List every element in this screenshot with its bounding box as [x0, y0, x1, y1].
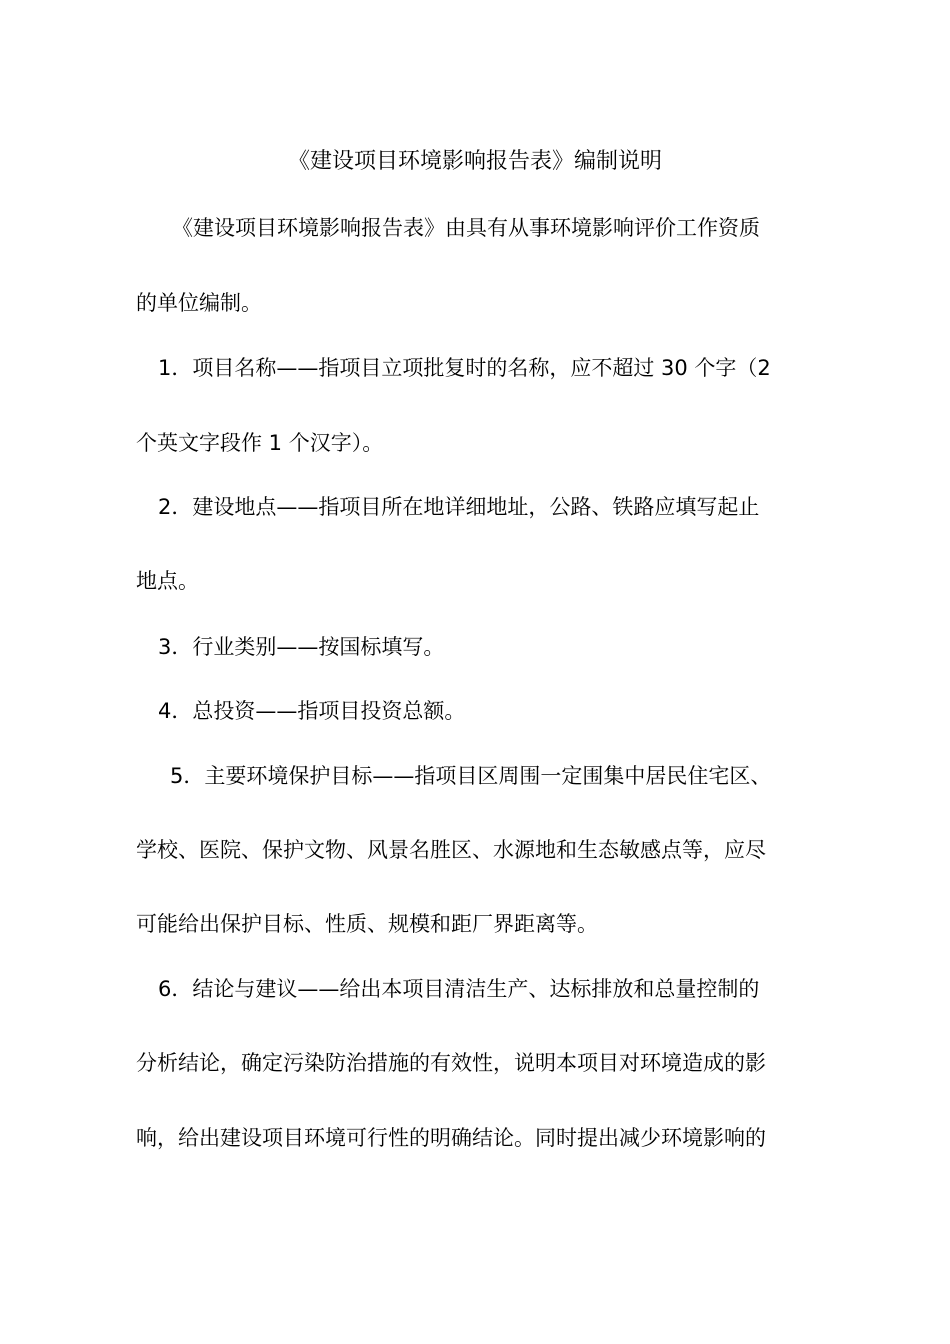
item-3-line-1: 3．行业类别——按国标填写。: [158, 635, 445, 659]
item-5-line-1: 5．主要环境保护目标——指项目区周围一定围集中居民住宅区、: [170, 764, 772, 788]
item-2-line-2: 地点。: [136, 569, 199, 593]
item-5-line-3: 可能给出保护目标、性质、规模和距厂界距离等。: [136, 912, 598, 936]
item-5-line-2: 学校、医院、保护文物、风景名胜区、水源地和生态敏感点等，应尽: [136, 838, 766, 862]
document-title: 《建设项目环境影响报告表》编制说明: [287, 149, 662, 174]
item-4-line-1: 4．总投资——指项目投资总额。: [158, 699, 466, 723]
paragraph-intro-line-2: 的单位编制。: [136, 291, 262, 315]
paragraph-intro-line-1: 《建设项目环境影响报告表》由具有从事环境影响评价工作资质: [172, 216, 760, 240]
item-6-line-2: 分析结论，确定污染防治措施的有效性，说明本项目对环境造成的影: [136, 1051, 766, 1075]
item-6-line-1: 6．结论与建议——给出本项目清洁生产、达标排放和总量控制的: [158, 977, 760, 1001]
item-2-line-1: 2．建设地点——指项目所在地详细地址，公路、铁路应填写起止: [158, 495, 760, 519]
item-6-line-3: 响，给出建设项目环境可行性的明确结论。同时提出减少环境影响的: [136, 1126, 766, 1150]
item-1-line-1: 1．项目名称——指项目立项批复时的名称，应不超过 30 个字（2: [158, 356, 771, 380]
item-1-line-2: 个英文字段作 1 个汉字）。: [136, 431, 384, 455]
